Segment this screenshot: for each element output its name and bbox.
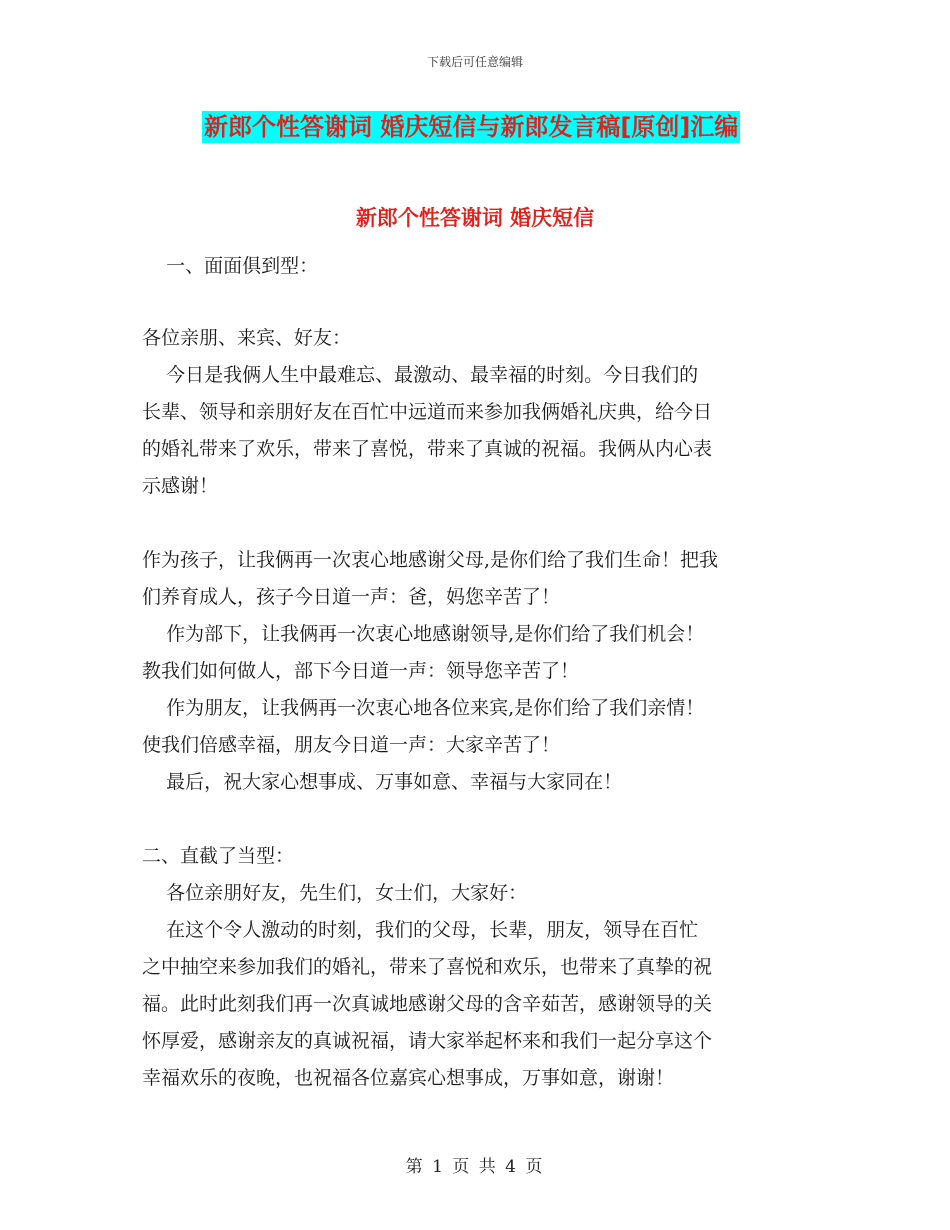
text-line: 福。此时此刻我们再一次真诚地感谢父母的含辛茹苦，感谢领导的关 bbox=[142, 993, 713, 1015]
text-line: 怀厚爱，感谢亲友的真诚祝福，请大家举起杯来和我们一起分享这个 bbox=[142, 1030, 713, 1052]
main-title: 新郎个性答谢词 婚庆短信与新郎发言稿[原创]汇编 bbox=[204, 113, 739, 141]
text-line: 们养育成人，孩子今日道一声：爸，妈您辛苦了！ bbox=[142, 586, 561, 608]
text-line: 示感谢！ bbox=[142, 475, 219, 497]
page-footer: 第 1 页 共 4 页 bbox=[405, 1157, 545, 1177]
text-line: 今日是我俩人生中最难忘、最激动、最幸福的时刻。今日我们的 bbox=[142, 364, 699, 386]
header-note: 下载后可任意编辑 bbox=[426, 55, 523, 69]
text-line: 在这个令人激动的时刻，我们的父母，长辈，朋友，领导在百忙 bbox=[142, 919, 699, 941]
text-line: 各位亲朋、来宾、好友： bbox=[142, 327, 352, 349]
text-line: 长辈、领导和亲朋好友在百忙中远道而来参加我俩婚礼庆典，给今日 bbox=[142, 401, 713, 423]
text-line: 使我们倍感幸福，朋友今日道一声：大家辛苦了！ bbox=[142, 734, 561, 756]
text-line: 二、直截了当型： bbox=[142, 845, 295, 867]
text-line: 一、面面俱到型： bbox=[142, 255, 319, 277]
section-title: 新郎个性答谢词 婚庆短信 bbox=[355, 206, 595, 230]
text-line: 教我们如何做人，部下今日道一声：领导您辛苦了！ bbox=[142, 660, 580, 682]
text-line: 之中抽空来参加我们的婚礼，带来了喜悦和欢乐，也带来了真挚的祝 bbox=[142, 956, 713, 978]
text-line: 作为朋友，让我俩再一次衷心地各位来宾,是你们给了我们亲情！ bbox=[142, 697, 705, 719]
text-line: 作为孩子，让我俩再一次衷心地感谢父母,是你们给了我们生命！把我 bbox=[142, 549, 719, 571]
text-line: 幸福欢乐的夜晚，也祝福各位嘉宾心想事成，万事如意，谢谢！ bbox=[142, 1067, 675, 1089]
text-line: 最后，祝大家心想事成、万事如意、幸福与大家同在！ bbox=[142, 771, 623, 793]
text-line: 各位亲朋好友，先生们，女士们，大家好： bbox=[142, 882, 528, 904]
text-line: 的婚礼带来了欢乐，带来了喜悦，带来了真诚的祝福。我俩从内心表 bbox=[142, 438, 713, 460]
text-line: 作为部下，让我俩再一次衷心地感谢领导,是你们给了我们机会！ bbox=[142, 623, 705, 645]
